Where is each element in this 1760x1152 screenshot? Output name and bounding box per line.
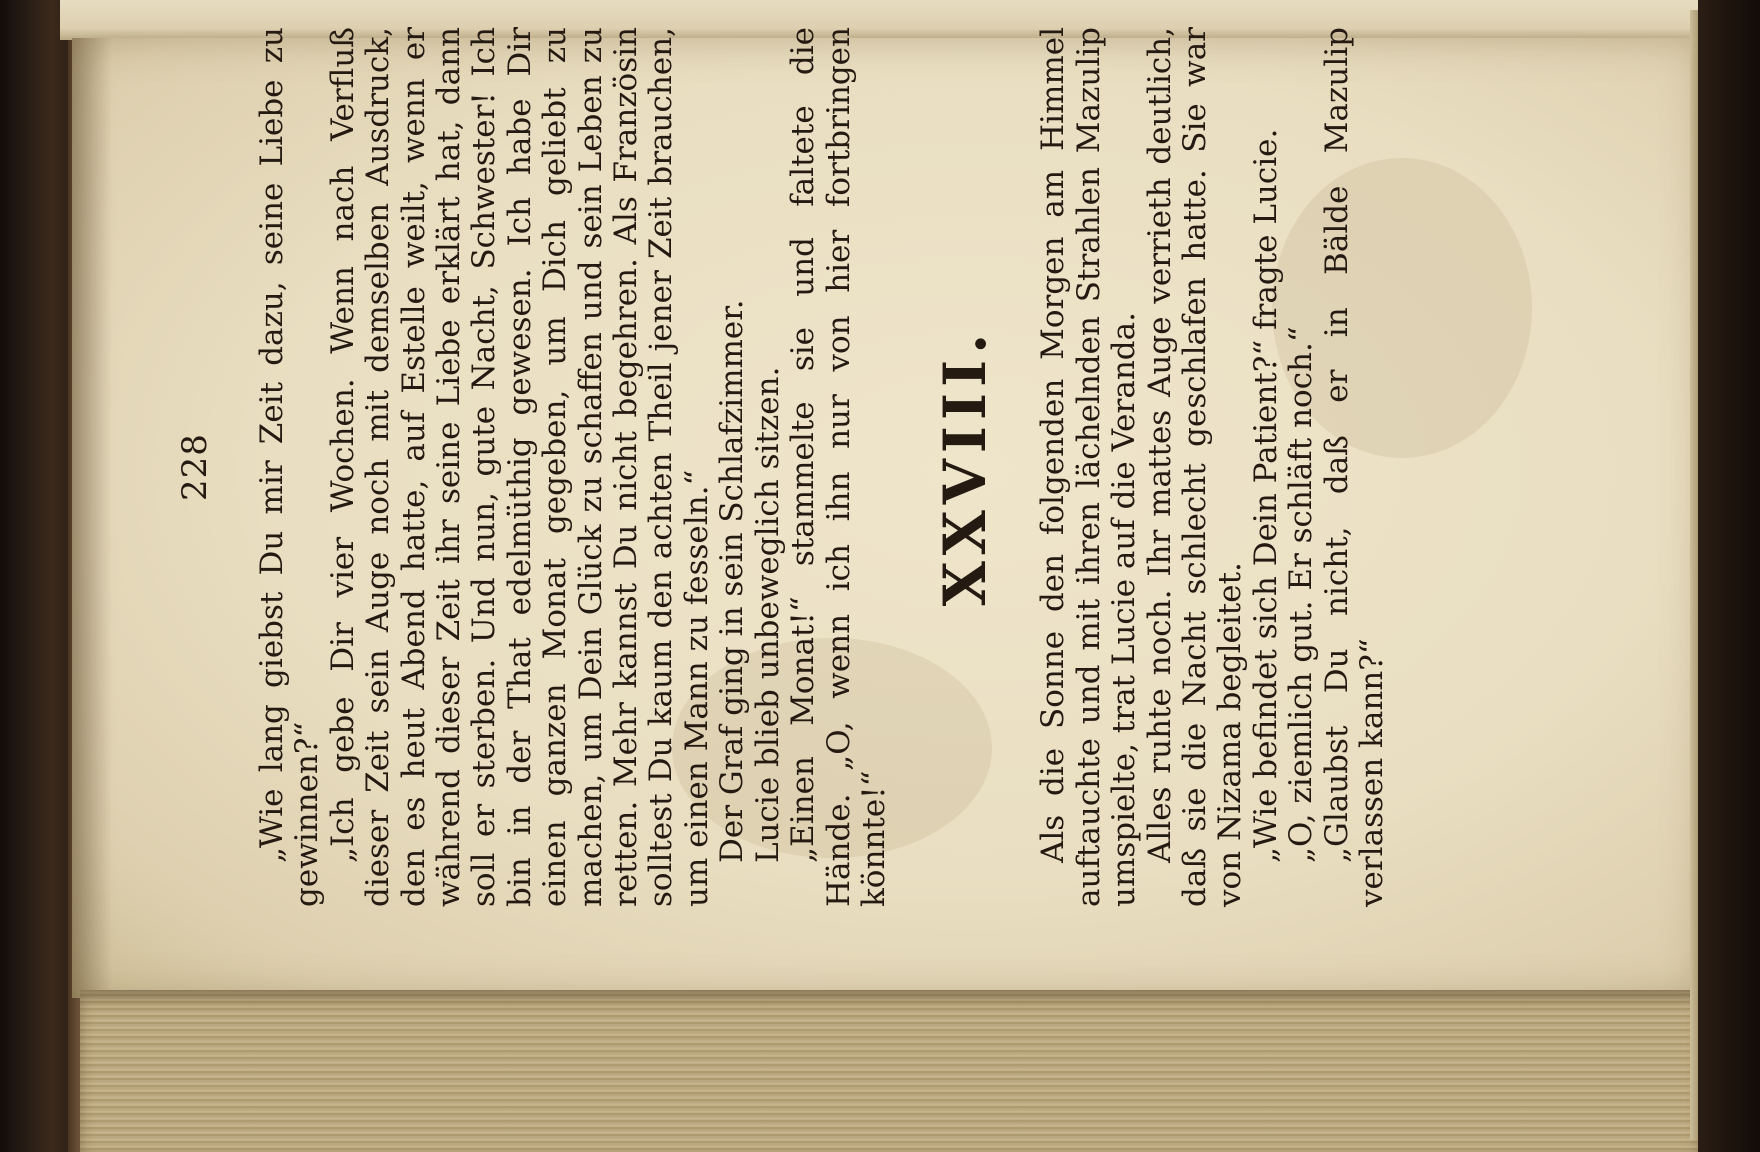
book-binding: [0, 0, 75, 1152]
paragraph: „Ich gebe Dir vier Wochen. Wenn nach Verfluß dieser Zeit sein Auge noch mit demselben Ausdruck, den es heut Abend hatte, auf Estelle weilt, wenn er während dieser Zeit ihr seine Liebe erklärt hat, dann soll er sterben. Und nun, gute Nacht, Schwester! Ich bin in der That edelmüthig gewesen. Ich habe Dir einen ganzen Monat gegeben, um Dich geliebt zu machen, um Dein Glück zu schaffen und sein Leben zu retten. Mehr kannst Du nicht begehren. Als Französin solltest Du kaum den achten Theil jener Zeit brauchen, um einen Mann zu fesseln.“: [324, 27, 715, 907]
rotated-text-block: [175, 27, 1555, 907]
right-background: [1698, 0, 1760, 1152]
paragraph: „Glaubst Du nicht, daß er in Bälde Mazulip verlassen kann?“: [1318, 27, 1390, 907]
page-edges: [80, 990, 1700, 1152]
page-number: 228: [175, 433, 215, 501]
paragraph: „O, ziemlich gut. Er schläft noch.“: [1283, 326, 1320, 863]
paragraph: „Wie befindet sich Dein Patient?“ fragte Lucie.: [1247, 128, 1284, 863]
chapter-heading: XXVIII.: [931, 327, 1000, 607]
paragraph: Alles ruhte noch. Ihr mattes Auge verrieth deutlich, daß sie die Nacht schlecht geschlafen hatte. Sie war von Nizama begleitet.: [1141, 27, 1249, 907]
paragraph: „Wie lang giebst Du mir Zeit dazu, seine Liebe zu gewinnen?“: [254, 27, 326, 907]
paragraph: Der Graf ging in sein Schlafzimmer.: [714, 299, 751, 863]
paragraph: Als die Sonne den folgenden Morgen am Himmel auftauchte und mit ihren lächelnden Strahlen Mazulip umspielte, trat Lucie auf die Veranda.: [1035, 27, 1143, 907]
paragraph: „Einen Monat!“ stammelte sie und faltete die Hände. „O, wenn ich ihn nur von hier fortbringen könnte!“: [785, 27, 892, 907]
paragraph: Lucie blieb unbeweglich sitzen.: [749, 366, 786, 863]
page-gutter-shadow: [72, 38, 112, 998]
